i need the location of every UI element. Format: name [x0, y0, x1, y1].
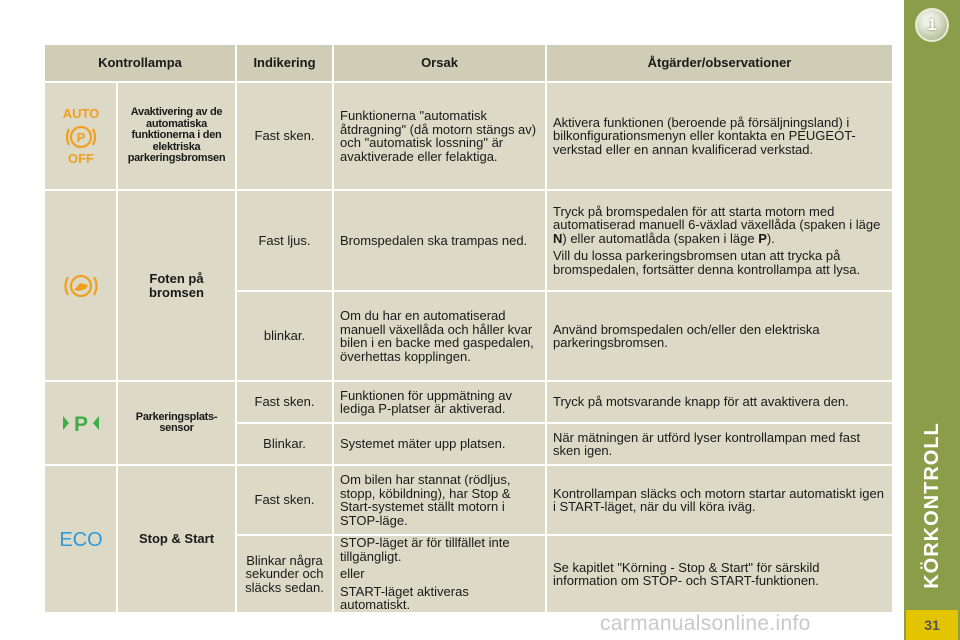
action	[547, 424, 892, 464]
lamp-name: Foten på bromsen	[118, 191, 237, 380]
subrow-group	[237, 191, 892, 380]
cause-text: Systemet mäter upp platsen.	[340, 436, 506, 452]
table-row	[45, 191, 892, 382]
table-header	[45, 45, 892, 83]
header-orsak: Orsak	[334, 45, 547, 81]
table-row	[45, 83, 892, 191]
icon-off-label: OFF	[67, 151, 94, 166]
action-text: Vill du lossa parkeringsbromsen utan att trycka på bromspedalen, fortsätter denna kontrollampa att lysa.	[553, 248, 861, 277]
icon-p-label: P	[73, 413, 88, 436]
eco-stop-start-icon	[45, 466, 118, 612]
cause	[334, 83, 547, 189]
lamp-name: Parkeringsplats-sensor	[118, 382, 237, 464]
header-kontrollampa: Kontrollampa	[45, 45, 237, 81]
cause	[334, 466, 547, 534]
chapter-badge	[915, 8, 949, 42]
cause	[334, 382, 547, 422]
subrow-group	[237, 466, 892, 612]
cause-text: Funktionen för uppmätning av lediga P-platser är aktiverad.	[340, 387, 512, 416]
indication: Fast sken.	[237, 83, 334, 189]
action	[547, 466, 892, 534]
subrow	[237, 191, 892, 292]
gear-position-p: P	[758, 230, 767, 246]
cause	[334, 536, 547, 612]
icon-eco-label: ECO	[58, 529, 103, 550]
auto-parking-brake-off-icon	[45, 83, 118, 189]
cause-text: eller	[340, 566, 365, 582]
page-number: 31	[906, 610, 958, 640]
action-text: Använd bromspedalen och/eller den elektriska parkeringsbromsen.	[553, 321, 820, 350]
cause	[334, 292, 547, 380]
subrow	[237, 466, 892, 536]
header-atgarder: Åtgärder/observationer	[547, 45, 892, 81]
subrow	[237, 292, 892, 380]
action	[547, 536, 892, 612]
subrow-group	[237, 382, 892, 464]
indication: blinkar.	[237, 292, 334, 380]
parking-space-sensor-icon	[45, 382, 118, 464]
cause-text: Funktionerna "automatisk åtdragning" (då motorn stängs av) och "automatisk lossning" är avaktiverade eller felaktiga.	[340, 108, 537, 164]
action-text: Aktivera funktionen (beroende på försäljningsland) i bilkonfigurationsmenyn eller kontakta en PEUGEOT-verkstad eller en annan kvalificerad verkstad.	[553, 114, 856, 157]
cause-text: Bromspedalen ska trampas ned.	[340, 232, 528, 248]
action-text-part: Tryck på bromspedalen för att starta motorn med automatiserad manuell 6-växlad växellåda (spaken i läge	[553, 203, 881, 233]
cause-text: Om bilen har stannat (rödljus, stopp, köbildning), har Stop & Start-systemet ställt motorn i STOP-läge.	[340, 472, 511, 528]
chapter-number: 1	[927, 15, 937, 34]
cause-text: STOP-läget är för tillfället inte tillgängligt.	[340, 535, 510, 564]
gear-position-n: N	[553, 230, 563, 246]
action	[547, 292, 892, 380]
action-text: Se kapitlet "Körning - Stop & Start" för särskild information om STOP- och START-funktionen.	[553, 559, 820, 588]
table-row	[45, 466, 892, 612]
cause	[334, 191, 547, 290]
subrow	[237, 424, 892, 464]
action-text: Kontrollampan släcks och motorn startar automatiskt igen i START-läget, när du vill köra iväg.	[553, 485, 884, 514]
icon-auto-label: AUTO	[62, 106, 99, 121]
action-text: När mätningen är utförd lyser kontrollampan med fast sken igen.	[553, 429, 861, 458]
subrow	[237, 536, 892, 612]
lamp-name: Stop & Start	[118, 466, 237, 612]
indication: Fast sken.	[237, 466, 334, 534]
cause-text: Om du har en automatiserad manuell växellåda och håller kvar bilen i en backe med gaspedalen, överhettas kopplingen.	[340, 308, 534, 364]
watermark: carmanualsonline.info	[600, 612, 811, 635]
indication: Fast ljus.	[237, 191, 334, 290]
foot-on-brake-icon	[45, 191, 118, 380]
warning-lights-table	[45, 45, 892, 612]
action-text	[553, 205, 886, 246]
action	[547, 191, 892, 290]
action-text: Tryck på motsvarande knapp för att avaktivera den.	[553, 394, 849, 410]
table-row	[45, 382, 892, 466]
lamp-name: Avaktivering av de automatiska funktionerna i den elektriska parkeringsbromsen	[118, 83, 237, 189]
action	[547, 83, 892, 189]
indication: Blinkar.	[237, 424, 334, 464]
cause	[334, 424, 547, 464]
indication: Fast sken.	[237, 382, 334, 422]
icon-p-label: P	[76, 130, 85, 145]
chapter-title-text: KÖRKONTROLL	[920, 421, 943, 589]
header-indikering: Indikering	[237, 45, 334, 81]
cause-text: START-läget aktiveras automatiskt.	[340, 583, 469, 613]
action-text-part: ).	[766, 230, 775, 246]
chapter-title	[906, 415, 958, 595]
action	[547, 382, 892, 422]
subrow	[237, 382, 892, 424]
indication: Blinkar några sekunder och släcks sedan.	[237, 536, 334, 612]
action-text-part: ) eller automatlåda (spaken i läge	[562, 230, 759, 246]
